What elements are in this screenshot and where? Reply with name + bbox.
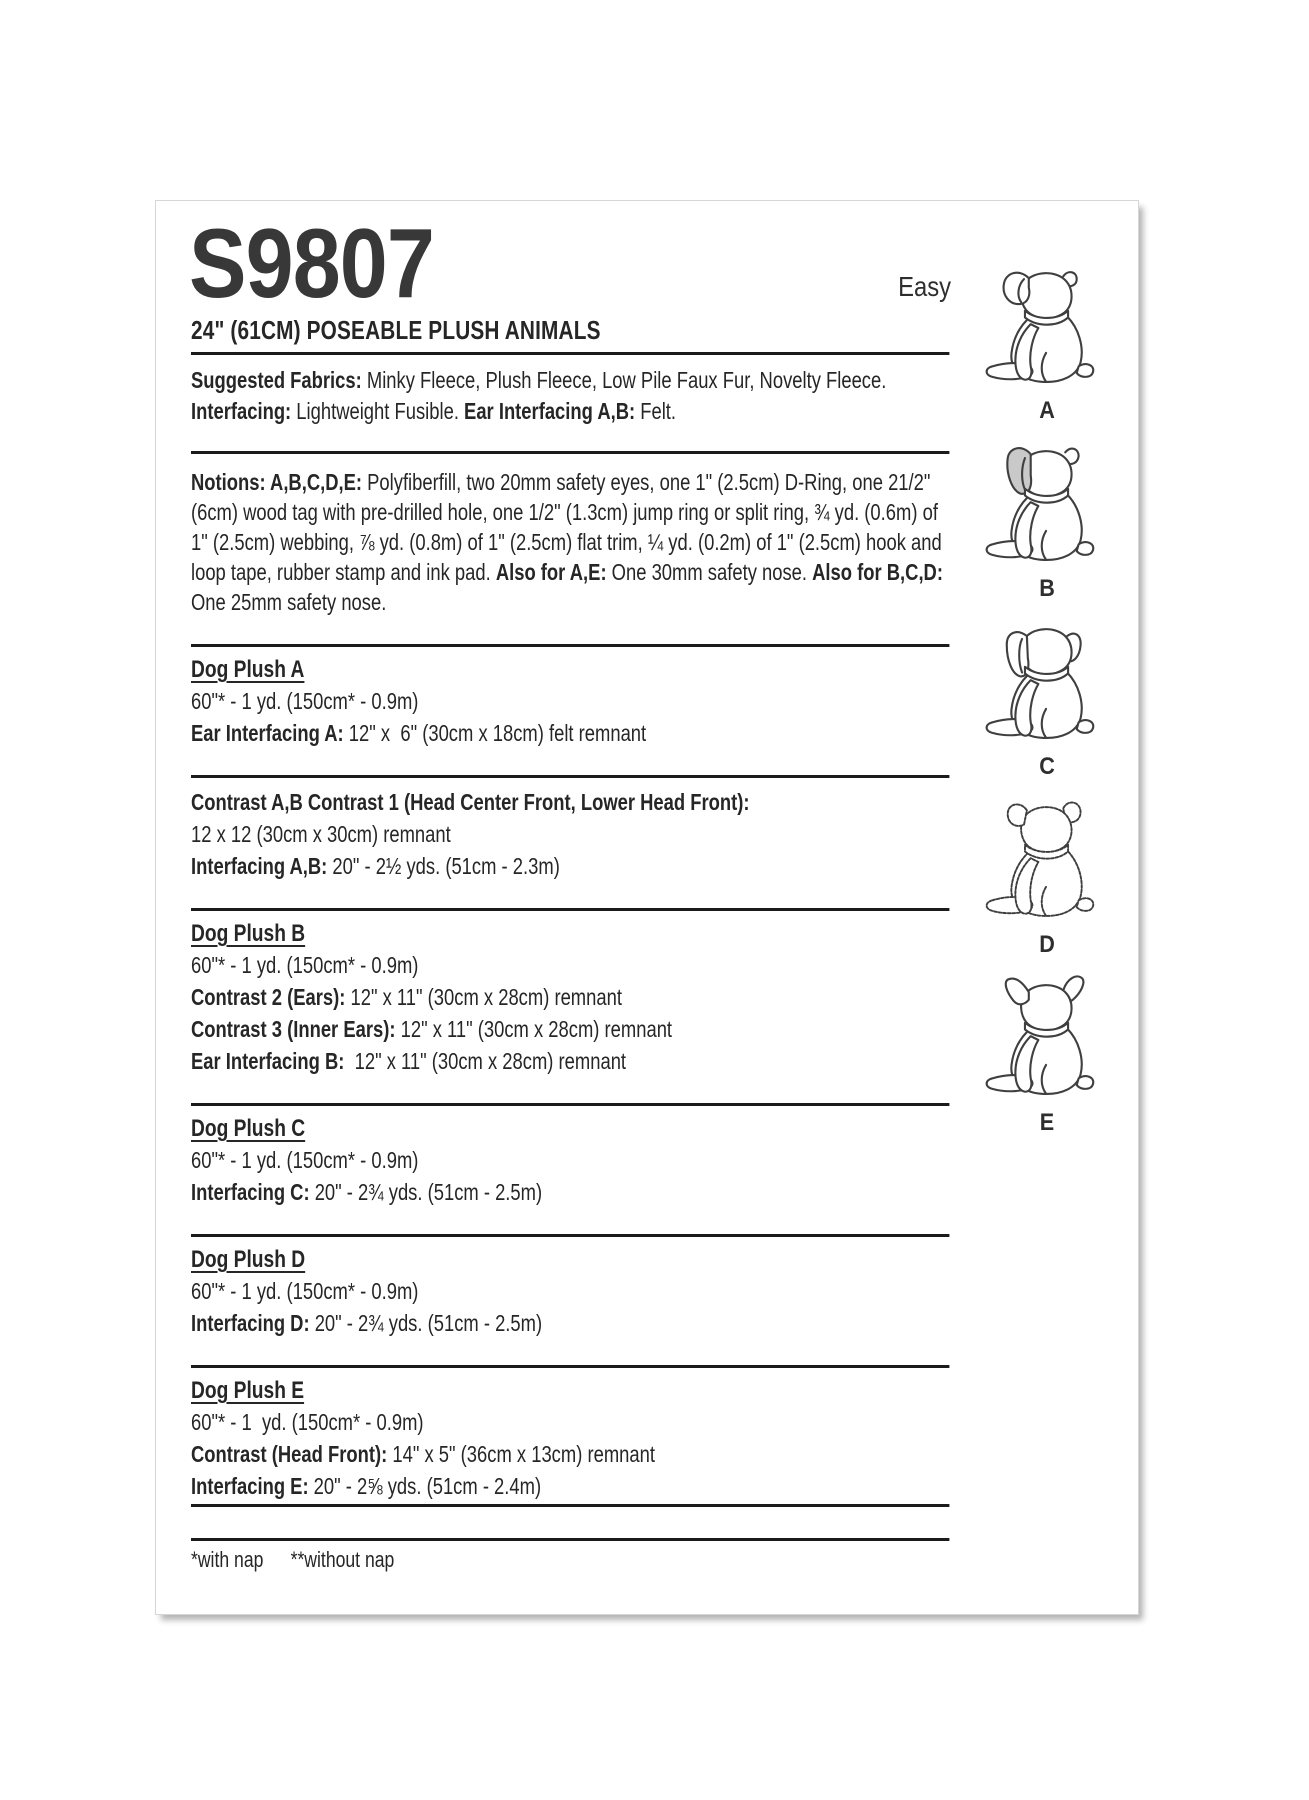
section-heading: Dog Plush C [191,1115,306,1142]
section-divider [191,1504,949,1507]
interfacing-d-line: Interfacing D: 20" - 2¾ yds. (51cm - 2.5m) [191,1310,543,1336]
interfacing-e-line: Interfacing E: 20" - 2⅝ yds. (51cm - 2.4m) [191,1473,542,1499]
section-heading: Dog Plush B [191,920,306,947]
plush-dog-c-illustration [972,615,1122,753]
section-dog-plush-b [191,908,949,1103]
interfacing-line: Interfacing: Lightweight Fusible. Ear Interfacing A,B: Felt. [191,398,677,424]
pattern-envelope-back [155,200,1139,1615]
section-dog-plush-e [191,1365,949,1504]
contrast-2-line: Contrast 2 (Ears): 12" x 11" (30cm x 28cm) remnant [191,984,622,1010]
nap-footnote [191,1538,949,1573]
view-c [968,615,1126,781]
yardage-line: 60"* - 1 yd. (150cm* - 0.9m) [191,688,419,714]
view-c-label: C [1039,753,1055,780]
without-nap-note: **without nap [290,1547,395,1572]
fabrics-section [191,355,949,451]
view-e [968,971,1126,1137]
view-illustrations-column [968,259,1126,1149]
view-d [968,793,1126,959]
view-b-label: B [1039,575,1055,602]
suggested-fabrics-line: Suggested Fabrics: Minky Fleece, Plush Fleece, Low Pile Faux Fur, Novelty Fleece. [191,367,887,393]
contrast-remnant-line: 12 x 12 (30cm x 30cm) remnant [191,821,451,847]
contrast-head-front-line: Contrast (Head Front): 14" x 5" (36cm x 13cm) remnant [191,1441,655,1467]
page-title: 24" (61CM) POSEABLE PLUSH ANIMALS [191,317,949,355]
section-contrast-ab [191,775,949,908]
yardage-line: 60"* - 1 yd. (150cm* - 0.9m) [191,952,419,978]
section-dog-plush-c [191,1103,949,1234]
description-column [191,317,949,1573]
plush-dog-a-illustration [972,259,1122,397]
view-b [968,437,1126,603]
contrast-heading-line: Contrast A,B Contrast 1 (Head Center Front, Lower Head Front): [191,789,750,815]
yardage-line: 60"* - 1 yd. (150cm* - 0.9m) [191,1147,419,1173]
pattern-number: S9807 [189,208,434,318]
yardage-line: 60"* - 1 yd. (150cm* - 0.9m) [191,1409,424,1435]
plush-dog-d-illustration [972,793,1122,931]
notions-paragraph: Notions: A,B,C,D,E: Polyfiberfill, two 20mm safety eyes, one 1" (2.5cm) D-Ring, one 21/2" (6cm) wood tag with pre-drilled hole, one 1/2" (1.3cm) jump ring or split ring, ¾ yd. (0.6m) of 1" (2.5cm) webbing, ⅞ yd. (0.8m) of 1" (2.5cm) flat trim, ¼ yd. (0.2m) of 1" (2.5cm) hook and loop tape, rubber stamp and ink pad. Also for A,E: One 30mm safety nose. Also for B,C,D: One 25mm safety nose. [191,451,949,644]
section-heading: Dog Plush E [191,1377,305,1404]
section-heading: Dog Plush D [191,1246,306,1273]
interfacing-ab-line: Interfacing A,B: 20" - 2½ yds. (51cm - 2.3m) [191,853,560,879]
view-e-label: E [1039,1109,1055,1136]
plush-dog-b-illustration [972,437,1122,575]
view-a [968,259,1126,425]
ear-interfacing-b-line: Ear Interfacing B: 12" x 11" (30cm x 28cm) remnant [191,1048,627,1074]
difficulty-label: Easy [898,271,951,302]
view-a-label: A [1039,397,1055,424]
section-dog-plush-d [191,1234,949,1365]
with-nap-note: *with nap [191,1547,264,1572]
section-heading: Dog Plush A [191,656,305,683]
yardage-line: 60"* - 1 yd. (150cm* - 0.9m) [191,1278,419,1304]
section-dog-plush-a [191,644,949,775]
view-d-label: D [1039,931,1055,958]
plush-dog-e-illustration [972,971,1122,1109]
interfacing-c-line: Interfacing C: 20" - 2¾ yds. (51cm - 2.5m) [191,1179,543,1205]
ear-interfacing-a-line: Ear Interfacing A: 12" x 6" (30cm x 18cm) felt remnant [191,720,647,746]
contrast-3-line: Contrast 3 (Inner Ears): 12" x 11" (30cm x 28cm) remnant [191,1016,673,1042]
